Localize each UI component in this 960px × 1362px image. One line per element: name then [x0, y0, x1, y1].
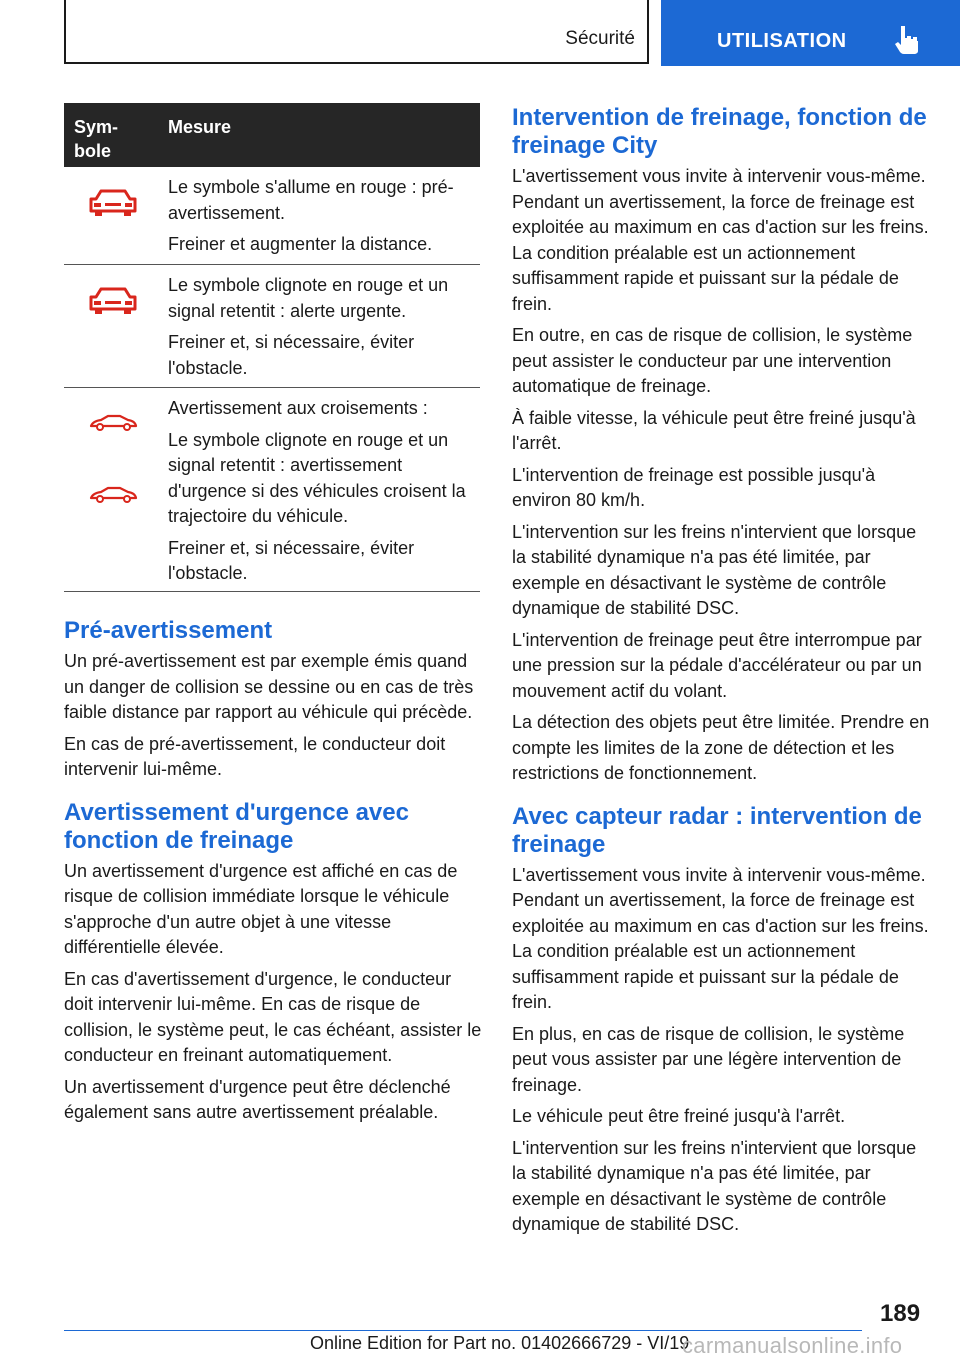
car-red-warning-icon — [88, 187, 138, 217]
measure-text: Freiner et, si nécessaire, éviter l'obstacle. — [168, 537, 415, 583]
right-column — [512, 104, 930, 1244]
paragraph: Un avertissement d'urgence est affiché en cas de risque de collision immédiate lorsque le véhicule s'approche d'un autre objet à une vitesse différentielle élevée. — [64, 860, 458, 957]
table-row — [64, 167, 480, 265]
footer-divider — [64, 1330, 862, 1331]
paragraph: L'intervention sur les freins n'intervient que lorsque la stabilité dynamique n'a pas été limitée, par exemple en désactivant le système de contrôle dynamique de stabilité DSC. — [512, 1137, 917, 1234]
paragraph: L'avertissement vous invite à intervenir vous-même. Pendant un avertissement, la force de freinage est exploitée au maximum en cas d'action sur les freins. La condition préalable est un actionnement suffisamment rapide et puissant sur la pédale de frein. — [512, 864, 929, 1012]
measure-text: Freiner et augmenter la distance. — [168, 234, 433, 254]
table-header — [64, 103, 480, 167]
section-title: Sécurité — [565, 28, 635, 49]
measure-text: Le symbole clignote en rouge et un signal retentit : avertissement d'urgence si des véhicules croisent la trajectoire du véhicule. — [168, 429, 466, 526]
col-measure-header: Mesure — [168, 117, 232, 137]
measure-text: Freiner et, si nécessaire, éviter l'obstacle. — [168, 332, 415, 378]
paragraph: À faible vitesse, la véhicule peut être freiné jusqu'à l'arrêt. — [512, 407, 916, 453]
paragraph: En cas de pré-avertissement, le conducteur doit intervenir lui-même. — [64, 733, 446, 779]
paragraph: L'intervention de freinage peut être interrompue par une pression sur la pédale d'accélérateur ou par un mouvement actif du volant. — [512, 629, 922, 701]
heading-radar-braking: Avec capteur radar : intervention de freinage — [512, 802, 922, 858]
edition-text: Online Edition for Part no. 01402666729 - VI/19 — [310, 1333, 690, 1353]
chapter-tab — [661, 0, 960, 66]
chapter-title: UTILISATION — [717, 30, 847, 52]
measure-text: Le symbole clignote en rouge et un signal retentit : alerte urgente. — [168, 275, 449, 321]
paragraph: Un avertissement d'urgence peut être déclenché également sans autre avertissement préalable. — [64, 1076, 451, 1122]
paragraph: La détection des objets peut être limitée. Prendre en compte les limites de la zone de détection et les restrictions de fonctionnement. — [512, 712, 930, 783]
header-left-box — [64, 0, 649, 64]
paragraph: En outre, en cas de risque de collision, le système peut assister le conducteur par une intervention automatique de freinage. — [512, 325, 913, 396]
col-symbol-header: Sym- bole — [74, 117, 119, 161]
heading-urgent-warning: Avertissement d'urgence avec fonction de freinage — [64, 798, 409, 854]
paragraph: Un pré-avertissement est par exemple émis quand un danger de collision se dessine ou en cas de très faible distance par rapport au véhicule qui précède. — [64, 651, 474, 722]
measure-cell — [168, 388, 480, 595]
measure-text: Avertissement aux croisements : — [168, 398, 428, 418]
table-row — [64, 388, 480, 592]
measure-text: Le symbole s'allume en rouge : pré-avertissement. — [168, 177, 454, 223]
crossing-car-icon — [88, 412, 138, 432]
left-column — [64, 617, 482, 1132]
paragraph: En plus, en cas de risque de collision, le système peut vous assister par une légère intervention de freinage. — [512, 1023, 905, 1095]
heading-city-braking: Intervention de freinage, fonction de freinage City — [512, 104, 927, 159]
symbol-table — [64, 103, 480, 592]
paragraph: Le véhicule peut être freiné jusqu'à l'arrêt. — [512, 1106, 846, 1126]
paragraph: L'avertissement vous invite à intervenir vous-même. Pendant un avertissement, la force de freinage est exploitée au maximum en cas d'action sur les freins. La condition préalable est un actionnement suffisamment rapide et puissant sur la pédale de frein. — [512, 166, 929, 314]
paragraph: L'intervention sur les freins n'intervient que lorsque la stabilité dynamique n'a pas été limitée, par exemple en désactivant le système de contrôle dynamique de stabilité DSC. — [512, 521, 917, 618]
watermark: carmanualsonline.info — [682, 1333, 903, 1358]
crossing-car-icon — [88, 484, 138, 504]
page-number: 189 — [880, 1300, 921, 1327]
paragraph: L'intervention de freinage est possible jusqu'à environ 80 km/h. — [512, 464, 876, 510]
table-row — [64, 265, 480, 388]
measure-cell — [168, 265, 480, 389]
paragraph: En cas d'avertissement d'urgence, le conducteur doit intervenir lui-même. En cas de risque de collision, le système peut, le cas échéant, assister le conducteur en freinant automatiquement. — [64, 968, 482, 1065]
measure-cell — [168, 167, 480, 266]
car-red-warning-icon — [88, 285, 138, 315]
hand-pointer-icon — [894, 24, 922, 54]
heading-pre-warning: Pré-avertissement — [64, 617, 273, 644]
